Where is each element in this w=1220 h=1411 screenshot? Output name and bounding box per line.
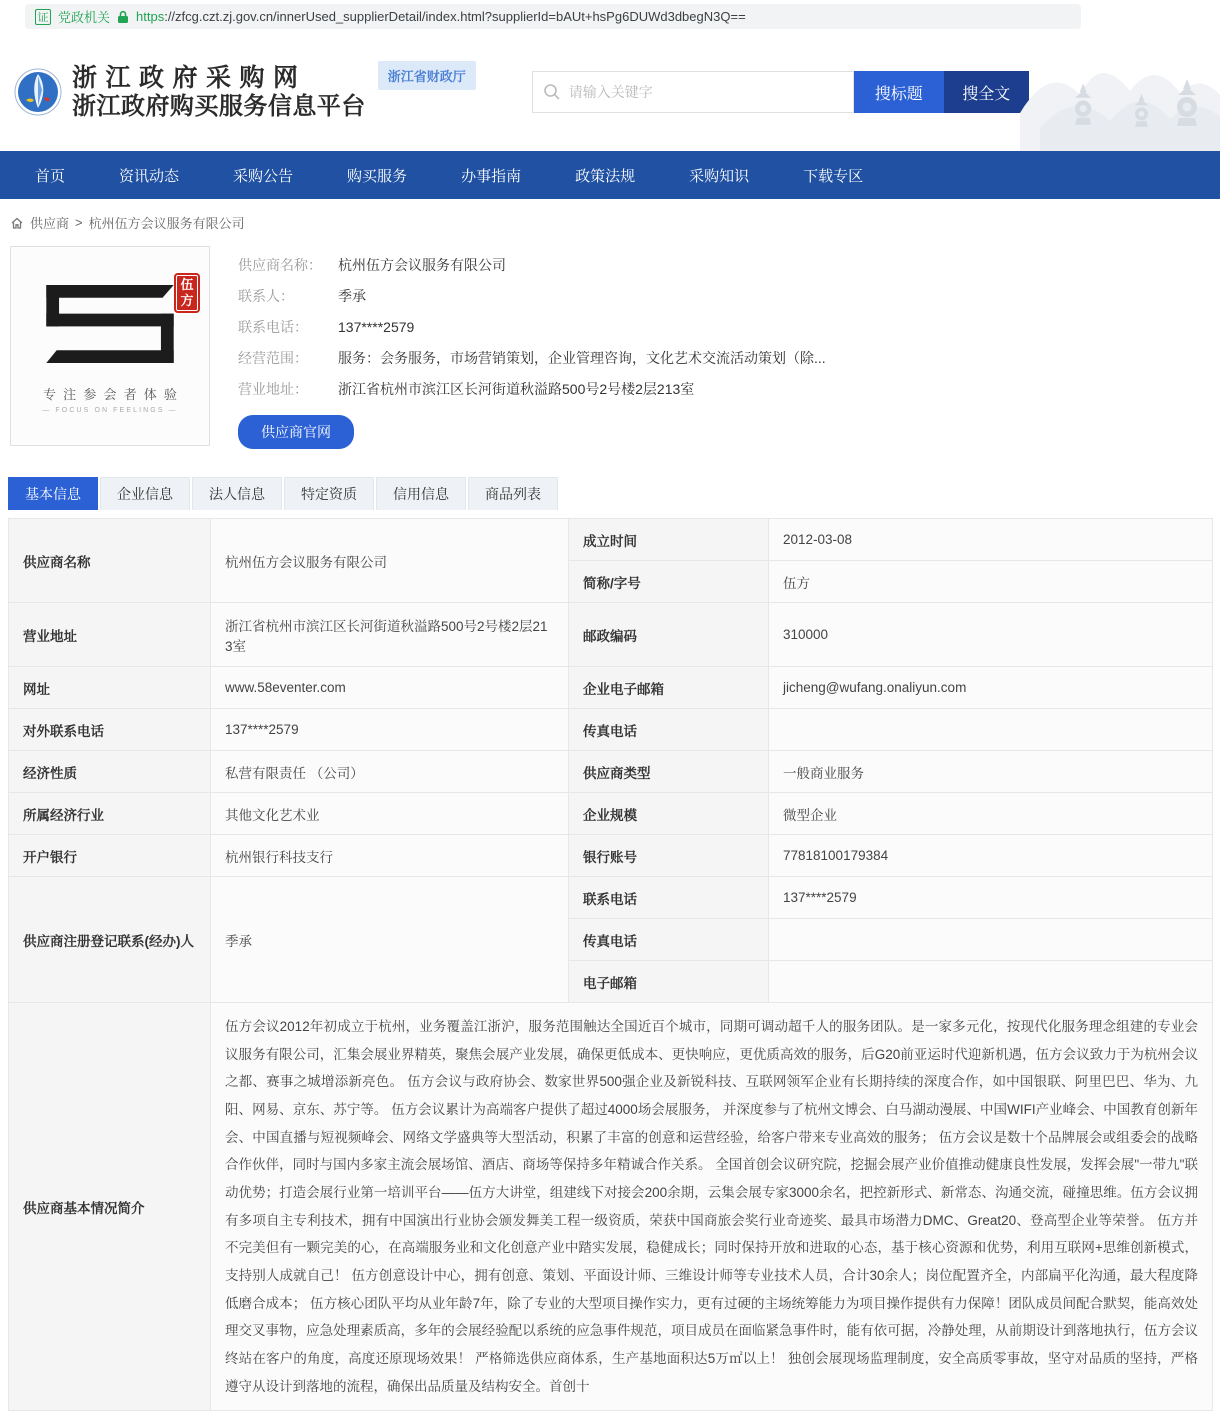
value-registrant-fax [769,919,1213,961]
site-header [0,33,1220,151]
value-fax [769,709,1213,751]
supplier-logo [10,246,210,446]
breadcrumb [0,199,1220,242]
value-registrant-email [769,961,1213,1003]
supplier-card [0,242,1220,467]
site-title-block [72,63,366,122]
search-icon [543,83,561,101]
label-supplier-type: 供应商类型 [569,751,769,793]
browser-url-bar [0,0,1220,33]
platform-name: 浙江政府购买服务信息平台 [72,92,366,120]
url-pill[interactable] [25,4,1081,29]
url-text [136,9,746,24]
value-business-address: 浙江省杭州市滨江区长河街道秋溢路500号2号楼2层213室 [211,603,569,667]
tab-basic-info[interactable]: 基本信息 [8,477,98,510]
label-enterprise-scale: 企业规模 [569,793,769,835]
nav-item-policies[interactable]: 政策法规 [575,167,636,185]
logo-slogan-en: — FOCUS ON FEELINGS — [42,407,178,414]
search-input[interactable] [569,84,843,100]
wufang-seal: 伍 方 [174,273,200,313]
label-external-phone: 对外联系电话 [9,709,211,751]
site-type-label: 党政机关 [58,10,111,25]
value-website: www.58eventer.com [211,667,569,709]
value-registrant-phone: 137****2579 [769,877,1213,919]
value-supplier-intro: 伍方会议2012年初成立于杭州，业务覆盖江浙沪，服务范围触达全国近百个城市，同期可调动超千人的服务团队。是一家多元化，按现代化服务理念组建的专业会议服务有限公司，汇集会展业界精英，聚焦会展产业发展，确保更低成本、更快响应，更优质高效的服务，后G20前亚运时代迎新机遇，伍方会议致力于为杭州会议之都、赛事之城增添新亮色。 伍方会议与政府协会、数家世界500强企业及新锐科技、互联网领军企业有长期持续的深度合作，如中国银联、阿里巴巴、华为、九阳、网易、京东、苏宁等。 伍方会议累计为高端客户提供了超过4000场会展服务， 并深度参与了杭州文博会、白马湖动漫展、中国WIFI产业峰会、中国教育创新年会、中国直播与短视频峰会、网络文学盛典等大型活动，积累了丰富的创意和运营经验，给客户带来专业高效的服务； 伍方会议是数十个品牌展会或组委会的战略合作伙伴，同时与国内多家主流会展场馆、酒店、商场等保持多年精诚合作关系。 全国首创会议研究院，挖掘会展产业价值推动健康良性发展，发挥会展"一带九"联动优势；打造会展行业第一培训平台——伍方大讲堂，组建线下对接会200余期，云集会展专家3000余名，把控新形式、新常态、沟通交流，碰撞思维。伍方会议拥有多项自主专利技术，拥有中国演出行业协会颁发舞美工程一级资质，荣获中国商旅会奖行业奇迹奖、最具市场潜力DMC、Great20、登高型企业等荣誉。 伍方并不完美但有一颗完美的心，在高端服务业和文化创意产业中踏实发展，稳健成长；同时保持开放和进取的心态，基于核心资源和优势，利用互联网+思维创新模式，支持别人成就自己！ 伍方创意设计中心，拥有创意、策划、平面设计师、三维设计师等专业技术人员，合计30余人；岗位配置齐全，内部扁平化沟通，最大程度降低磨合成本； 伍方核心团队平均从业年龄7年，除了专业的大型项目操作实力，更有过硬的主场统筹能力为项目操作提供有力保障！团队成员间配合默契，能高效处理交叉事物，应急处理素质高，多年的会展经验配以系统的应急事件规范，项目成员在面临紧急事件时，能有依可据，冷静处理，从前期设计到落地执行，伍方会议终站在客户的角度，高度还原现场效果！ 严格筛选供应商体系，生产基地面积达5万㎡以上！ 独创会展现场监理制度，安全高质零事故，坚守对品质的坚持，严格遵守从设计到落地的流程，确保出品质量及结构安全。首创十 [211,1003,1213,1411]
label-supplier-name: 供应商名称 [9,519,211,603]
breadcrumb-separator: > [75,215,83,230]
label-postcode: 邮政编码 [569,603,769,667]
label-fax: 传真电话 [569,709,769,751]
detail-tabs [0,477,1220,510]
basic-info-table [0,510,1220,1411]
value-external-phone: 137****2579 [211,709,569,751]
value-bank-account: 77818100179384 [769,835,1213,877]
value-postcode: 310000 [769,603,1213,667]
nav-item-guide[interactable]: 办事指南 [461,167,522,185]
value-registrant: 季承 [211,877,569,1003]
tab-credit-info[interactable]: 信用信息 [376,477,466,510]
label-business-address: 营业地址 [9,603,211,667]
url-rest: ://zfcg.czt.zj.gov.cn/innerUsed_supplierDetail/index.html?supplierId=bAUt+hsPg6DUWd3dbegN3Q== [164,9,746,24]
value-industry: 其他文化艺术业 [211,793,569,835]
value-supplier-name: 杭州伍方会议服务有限公司 [211,519,569,603]
value-supplier-type: 一般商业服务 [769,751,1213,793]
search-fulltext-button[interactable]: 搜全文 [944,71,1029,113]
value-established-date: 2012-03-08 [769,519,1213,561]
value-bank: 杭州银行科技支行 [211,835,569,877]
label-registrant-email: 电子邮箱 [569,961,769,1003]
label-website: 网址 [9,667,211,709]
logo-slogan-cn: 专注参会者体验 [43,387,185,402]
nav-item-purchase-services[interactable]: 购买服务 [347,167,408,185]
search-box [532,71,854,113]
label-industry: 所属经济行业 [9,793,211,835]
breadcrumb-current: 杭州伍方会议服务有限公司 [88,216,245,231]
value-short-name: 伍方 [769,561,1213,603]
search-title-button[interactable]: 搜标题 [854,71,944,113]
url-scheme: https [136,9,165,24]
site-logo [14,68,62,116]
label-bank-account: 银行账号 [569,835,769,877]
nav-item-news[interactable]: 资讯动态 [119,167,180,185]
nav-item-home[interactable]: 首页 [35,167,66,185]
field-supplier-name: 供应商名称： 杭州伍方会议服务有限公司 [238,257,506,273]
value-enterprise-scale: 微型企业 [769,793,1213,835]
field-business-scope: 经营范围： 服务：会务服务，市场营销策划，企业管理咨询，文化艺术交流活动策划（除... [238,350,826,366]
supplier-summary-fields [238,246,1220,449]
label-supplier-intro: 供应商基本情况简介 [9,1003,211,1411]
main-nav [0,151,1220,199]
label-company-email: 企业电子邮箱 [569,667,769,709]
search-area [532,71,1029,113]
nav-item-downloads[interactable]: 下载专区 [803,167,864,185]
site-name: 浙江政府采购网 [72,63,307,92]
breadcrumb-supplier[interactable]: 供应商 [30,216,70,231]
label-registrant: 供应商注册登记联系(经办)人 [9,877,211,1003]
tab-special-qualifications[interactable]: 特定资质 [284,477,374,510]
value-economic-nature: 私营有限责任 （公司） [211,751,569,793]
label-bank: 开户银行 [9,835,211,877]
field-contact-person: 联系人： 季承 [238,288,366,304]
label-short-name: 简称/字号 [569,561,769,603]
supplier-website-button[interactable]: 供应商官网 [238,415,354,449]
department-badge: 浙江省财政厅 [378,61,476,90]
tab-company-info[interactable]: 企业信息 [100,477,190,510]
value-company-email: jicheng@wufang.onaliyun.com [769,667,1213,709]
home-icon [10,216,24,230]
field-contact-phone: 联系电话： 137****2579 [238,319,415,335]
nav-item-knowledge[interactable]: 采购知识 [689,167,750,185]
nav-item-announcements[interactable]: 采购公告 [233,167,294,185]
tab-legal-person-info[interactable]: 法人信息 [192,477,282,510]
label-registrant-fax: 传真电话 [569,919,769,961]
tab-product-list[interactable]: 商品列表 [468,477,558,510]
field-business-address: 营业地址： 浙江省杭州市滨江区长河街道秋溢路500号2号楼2层213室 [238,381,695,397]
label-established-date: 成立时间 [569,519,769,561]
certificate-badge-icon: 证 [35,9,51,25]
label-economic-nature: 经济性质 [9,751,211,793]
label-registrant-phone: 联系电话 [569,877,769,919]
lock-icon [117,10,129,24]
